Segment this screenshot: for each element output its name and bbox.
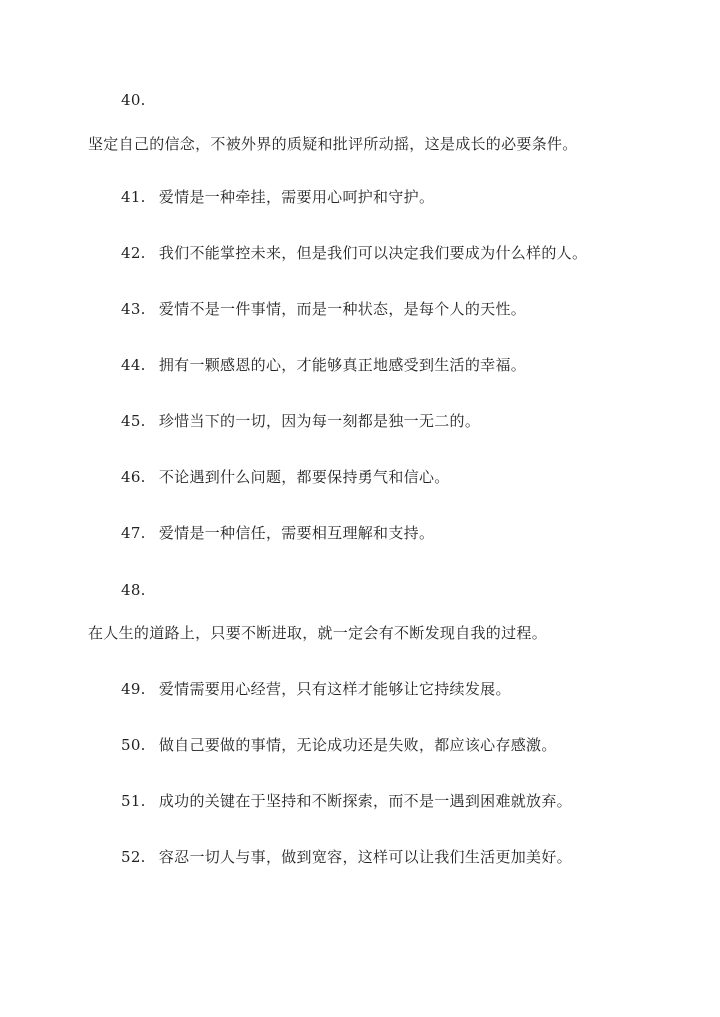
item-41 (121, 187, 434, 207)
item-51-number: 51. (121, 792, 146, 810)
item-52-text: 容忍一切人与事，做到宽容，这样可以让我们生活更加美好。 (158, 848, 572, 866)
item-50 (121, 735, 557, 755)
item-43-text: 爱情不是一件事情，而是一种状态，是每个人的天性。 (158, 300, 527, 318)
item-44 (121, 355, 526, 375)
item-40-number: 40. (121, 91, 146, 109)
item-50-text: 做自己要做的事情，无论成功还是失败，都应该心存感激。 (158, 736, 557, 754)
item-47 (121, 523, 434, 543)
item-41-number: 41. (121, 188, 146, 206)
item-40-text: 坚定自己的信念，不被外界的质疑和批评所动摇，这是成长的必要条件。 (88, 135, 578, 153)
item-42-text: 我们不能掌控未来，但是我们可以决定我们要成为什么样的人。 (158, 244, 588, 262)
item-44-number: 44. (121, 356, 146, 374)
item-41-text: 爱情是一种牵挂，需要用心呵护和守护。 (158, 188, 435, 206)
item-52 (121, 847, 572, 867)
item-45 (121, 411, 480, 431)
item-50-number: 50. (121, 736, 146, 754)
item-45-text: 珍惜当下的一切，因为每一刻都是独一无二的。 (158, 412, 481, 430)
item-48-text: 在人生的道路上，只要不断进取，就一定会有不断发现自我的过程。 (88, 624, 548, 642)
item-49 (121, 679, 511, 699)
item-44-text: 拥有一颗感恩的心，才能够真正地感受到生活的幸福。 (158, 356, 527, 374)
item-47-text: 爱情是一种信任，需要相互理解和支持。 (158, 524, 435, 542)
item-48-number: 48. (121, 581, 146, 599)
item-51 (121, 791, 572, 811)
item-46-text: 不论遇到什么问题，都要保持勇气和信心。 (158, 468, 450, 486)
item-47-number: 47. (121, 524, 146, 542)
item-46-number: 46. (121, 468, 146, 486)
item-49-number: 49. (121, 680, 146, 698)
item-42 (121, 243, 587, 263)
item-42-number: 42. (121, 244, 146, 262)
item-46 (121, 467, 450, 487)
item-52-number: 52. (121, 848, 146, 866)
item-49-text: 爱情需要用心经营，只有这样才能够让它持续发展。 (158, 680, 511, 698)
item-51-text: 成功的关键在于坚持和不断探索，而不是一遇到困难就放弃。 (158, 792, 572, 810)
item-45-number: 45. (121, 412, 146, 430)
item-43-number: 43. (121, 300, 146, 318)
item-43 (121, 299, 526, 319)
